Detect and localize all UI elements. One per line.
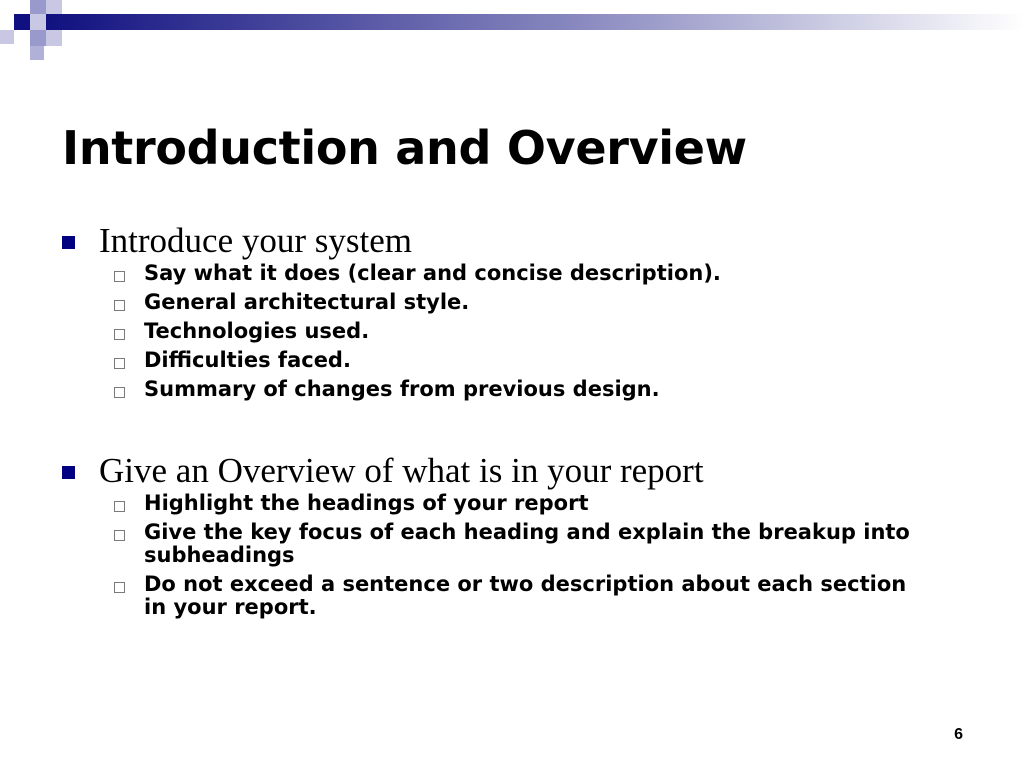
hollow-square-bullet-icon: [114, 530, 125, 541]
sub-bullet-text: Summary of changes from previous design.: [144, 377, 660, 401]
sub-bullet-list: [62, 492, 962, 625]
bullet-introduce-system: [62, 222, 962, 407]
hollow-square-bullet-icon: [114, 358, 125, 369]
sub-bullet-text: Difficulties faced.: [144, 348, 351, 372]
hollow-square-bullet-icon: [114, 329, 125, 340]
sub-bullet-item: [114, 349, 962, 378]
header-gradient-graphic: [0, 0, 1024, 60]
sub-bullet-item: [114, 521, 962, 573]
header-decoration: [0, 0, 1024, 60]
bullet-item: [62, 222, 962, 260]
sub-bullet-item: [114, 262, 962, 291]
sub-bullet-text: Do not exceed a sentence or two description about each section in your report.: [144, 572, 907, 619]
sub-bullet-text: General architectural style.: [144, 290, 470, 314]
sub-bullet-item: [114, 492, 962, 521]
sub-bullet-text: Say what it does (clear and concise description).: [144, 261, 721, 285]
hollow-square-bullet-icon: [114, 387, 125, 398]
hollow-square-bullet-icon: [114, 300, 125, 311]
sub-bullet-item: [114, 378, 962, 407]
sub-bullet-list: [62, 262, 962, 407]
sub-bullet-text: Give the key focus of each heading and explain the breakup into subheadings: [144, 520, 910, 567]
sub-bullet-item: [114, 573, 962, 625]
hollow-square-bullet-icon: [114, 582, 125, 593]
bullet-item: [62, 452, 962, 490]
sub-bullet-text: Highlight the headings of your report: [144, 491, 589, 515]
square-bullet-icon: [62, 236, 75, 249]
square-bullet-icon: [62, 466, 75, 479]
hollow-square-bullet-icon: [114, 271, 125, 282]
bullet-text: Introduce your system: [99, 221, 412, 260]
page-number: 6: [954, 726, 963, 743]
sub-bullet-item: [114, 291, 962, 320]
hollow-square-bullet-icon: [114, 501, 125, 512]
sub-bullet-text: Technologies used.: [144, 319, 370, 343]
sub-bullet-item: [114, 320, 962, 349]
bullet-overview-report: [62, 452, 962, 625]
slide-title: Introduction and Overview: [62, 121, 747, 175]
bullet-text: Give an Overview of what is in your report: [99, 451, 704, 490]
